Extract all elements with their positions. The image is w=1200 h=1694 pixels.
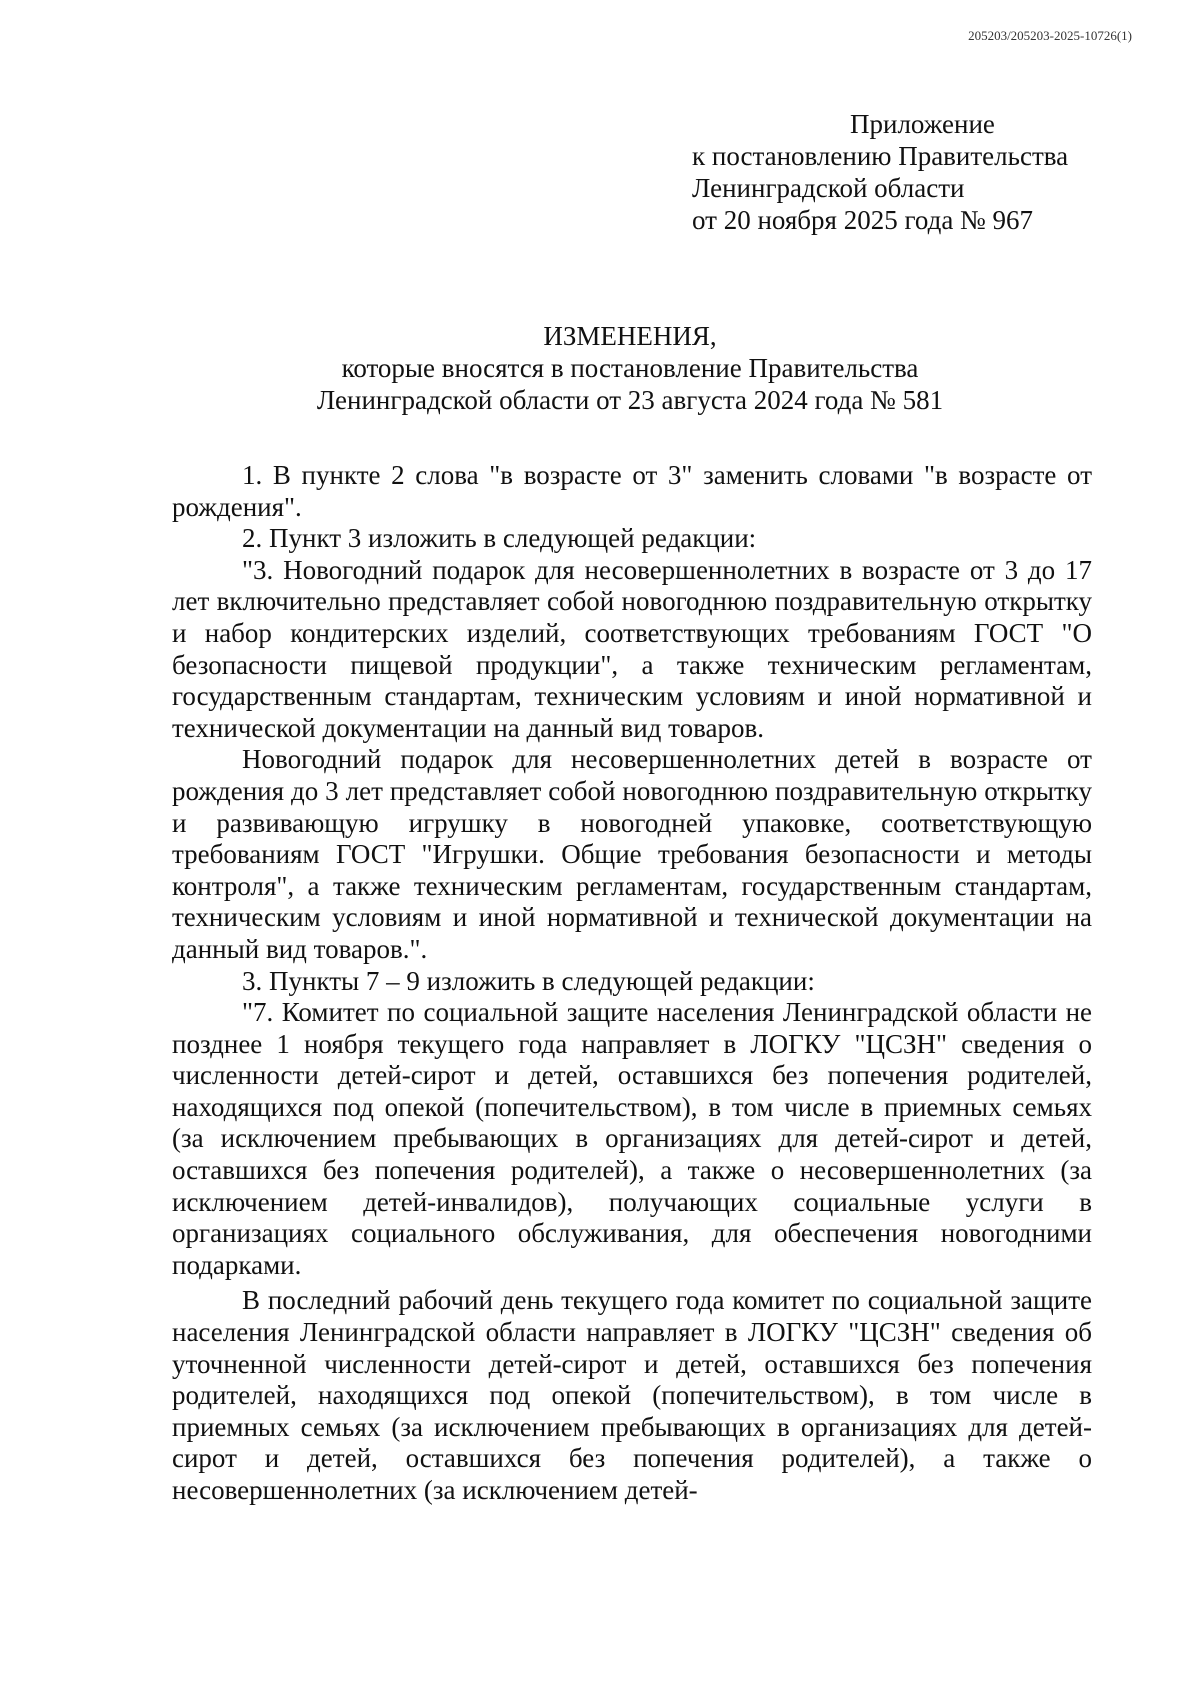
document-subtitle: которые вносятся в постановление Правительства xyxy=(341,353,919,383)
appendix-line: от 20 ноября 2025 года № 967 xyxy=(692,205,1034,235)
paragraph: "3. Новогодний подарок для несовершеннолетних в возрасте от 3 до 17 лет включительно представляет собой новогоднюю поздравительную открытку и набор кондитерских изделий, соответствующих требованиям ГОСТ "О безопасности пищевой продукции", а также техническим регламентам, государственным стандартам, техническим условиям и иной нормативной и технической документации на данный вид товаров. xyxy=(172,554,1092,743)
paragraph: В последний рабочий день текущего года комитет по социальной защите населения Ленинградской области направляет в ЛОГКУ "ЦСЗН" сведения об уточненной численности детей-сирот и детей, оставшихся без попечения родителей, находящихся под опекой (попечительством), в том числе в приемных семьях (за исключением пребывающих в организациях для детей-сирот и детей, оставшихся без попечения родителей), а также о несовершеннолетних (за исключением детей- xyxy=(172,1285,1092,1505)
paragraph: Новогодний подарок для несовершеннолетних детей в возрасте от рождения до 3 лет представляет собой новогоднюю поздравительную открытку и развивающую игрушку в новогодней упаковке, соответствующую требованиям ГОСТ "Игрушки. Общие требования безопасности и методы контроля", а также техническим регламентам, государственным стандартам, техническим условиям и иной нормативной и технической документации на данный вид товаров.". xyxy=(172,744,1092,964)
paragraph: 1. В пункте 2 слова "в возрасте от 3" заменить словами "в возрасте от рождения". xyxy=(172,460,1092,522)
appendix-line: к постановлению Правительства xyxy=(692,141,1069,171)
paragraph: 3. Пункты 7 – 9 изложить в следующей редакции: xyxy=(242,965,815,996)
document-title: ИЗМЕНЕНИЯ, xyxy=(543,321,717,351)
document-subtitle: Ленинградской области от 23 августа 2024 года № 581 xyxy=(316,385,944,415)
appendix-header xyxy=(692,108,1068,236)
paragraph: 2. Пункт 3 изложить в следующей редакции: xyxy=(242,523,757,554)
title-block xyxy=(170,320,1090,416)
document-id: 205203/205203-2025-10726(1) xyxy=(968,28,1132,43)
paragraph: "7. Комитет по социальной защите населения Ленинградской области не позднее 1 ноября текущего года направляет в ЛОГКУ "ЦСЗН" сведения о численности детей-сирот и детей, оставшихся без попечения родителей, находящихся под опекой (попечительством), в том числе в приемных семьях (за исключением пребывающих в организациях для детей-сирот и детей, оставшихся без попечения родителей), а также о несовершеннолетних (за исключением детей-инвалидов), получающих социальные услуги в организациях социального обслуживания, для обеспечения новогодними подарками. xyxy=(172,997,1092,1280)
document-body xyxy=(172,460,1092,1507)
appendix-line: Приложение xyxy=(850,109,995,139)
appendix-line: Ленинградской области xyxy=(692,173,965,203)
